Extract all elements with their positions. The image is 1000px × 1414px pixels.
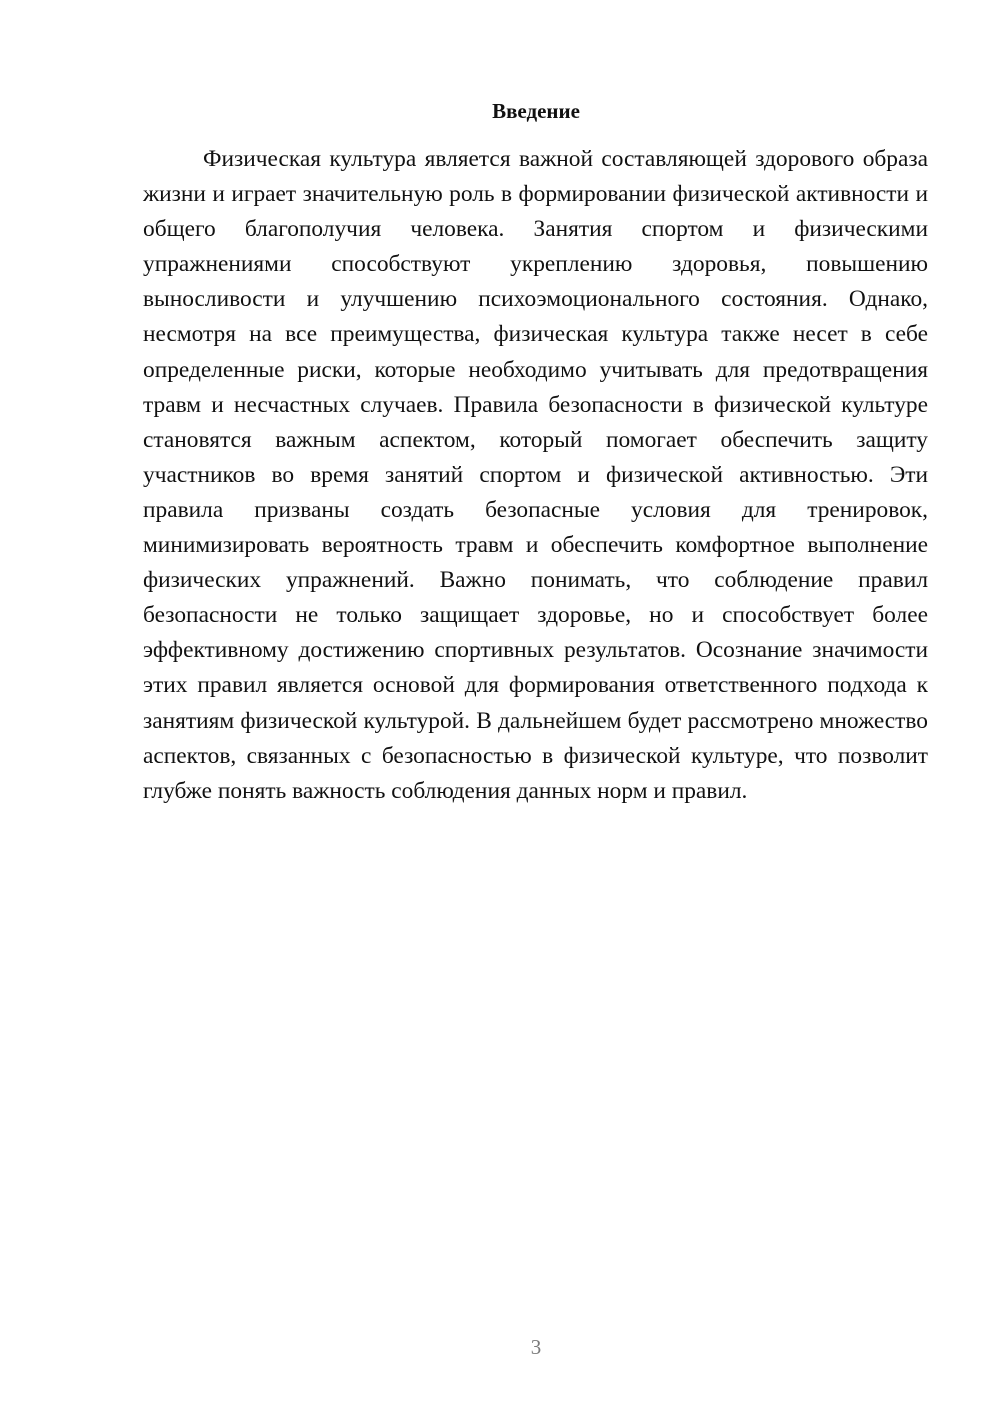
- page-title: Введение: [492, 99, 580, 123]
- page-number: 3: [530, 1335, 542, 1359]
- body-paragraph: Физическая культура является важной составляющей здорового образа жизни и играет значительную роль в формировании физической активности и общего благополучия человека. Занятия спортом и физическими упражнениями способствуют укреплению здоровья, повышению выносливости и улучшению психоэмоционального состояния. Однако, несмотря на все преимущества, физическая культура также несет в себе определенные риски, которые необходимо учитывать для предотвращения травм и несчастных случаев. Правила безопасности в физической культуре становятся важным аспектом, который помогает обеспечить защиту участников во время занятий спортом и физической активностью. Эти правила призваны создать безопасные условия для тренировок, минимизировать вероятность травм и обеспечить комфортное выполнение физических упражнений. Важно понимать, что соблюдение правил безопасности не только защищает здоровье, но и способствует более эффективному достижению спортивных результатов. Осознание значимости этих правил является основой для формирования ответственного подхода к занятиям физической культурой. В дальнейшем будет рассмотрено множество аспектов, связанных с безопасностью в физической культуре, что позволит глубже понять важность соблюдения данных норм и правил.: [143, 146, 928, 804]
